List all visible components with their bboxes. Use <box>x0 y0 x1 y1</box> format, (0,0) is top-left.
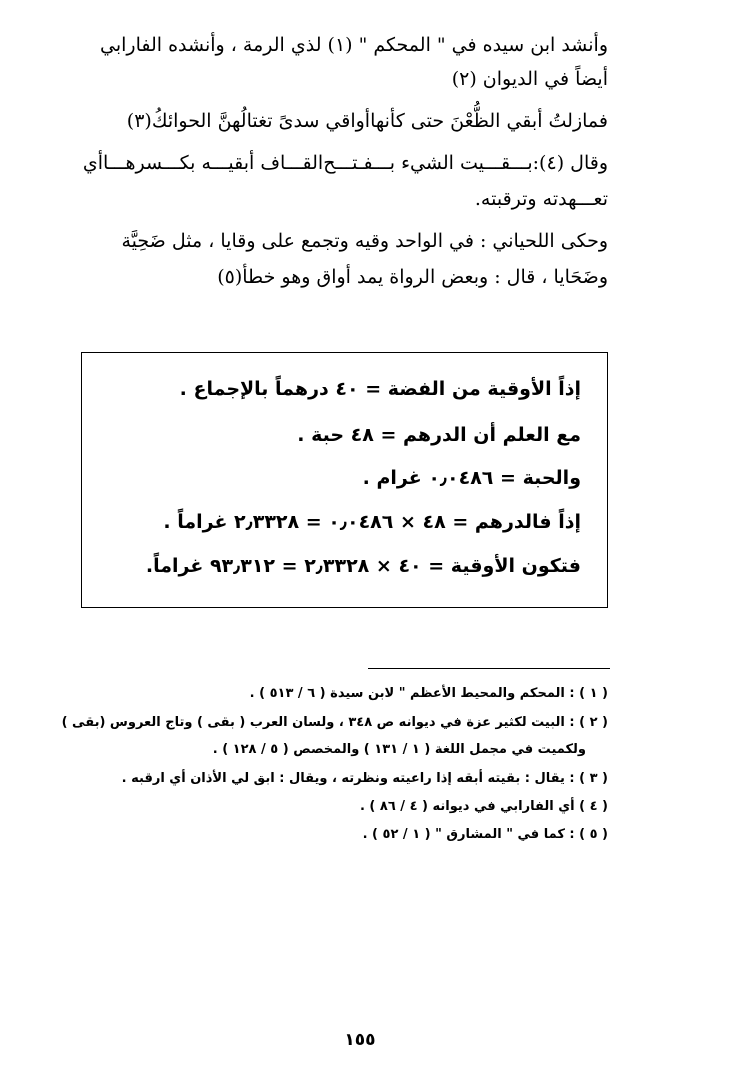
footnote-2: ( ٢ ) : البيت لكثير عزة في ديوانه ص ٣٤٨ ، ولسان العرب ( بقى ) وتاج العروس (بقى ) <box>61 715 608 730</box>
box-line-5: فتكون الأوقية = ٤٠ × ٢٫٣٣٢٨ = ٩٣٫٣١٢ غراماً. <box>145 555 581 577</box>
paragraph-3-line-2: وضَحَايا ، قال : وبعض الرواة يمد أواق وهو خطأ(٥) <box>217 266 608 288</box>
footnote-4: ( ٤ ) أي الفارابي في ديوانه ( ٤ / ٨٦ ) . <box>359 799 608 814</box>
footnote-1: ( ١ ) : المحكم والمحيط الأعظم " لابن سيدة ( ٦ / ٥١٣ ) . <box>249 686 608 701</box>
poetry-verse <box>126 108 608 134</box>
calculation-box <box>81 352 608 608</box>
footnote-5: ( ٥ ) : كما في " المشارق " ( ١ / ٥٢ ) . <box>362 827 608 842</box>
page-number: ١٥٥ <box>344 1030 376 1050</box>
footnote-separator <box>368 668 610 669</box>
paragraph-2-segment-c: القـــاف أبقيـــه بكـــسرهـــا <box>103 152 324 174</box>
footnote-3: ( ٣ ) : يقال : بقيته أبقه إذا راعيته ونظرته ، ويقال : ابق لي الأذان أي ارقبه . <box>121 771 608 786</box>
box-line-4: إذاً فالدرهم = ٤٨ × ٠٫٠٤٨٦ = ٢٫٣٣٢٨ غراماً . <box>163 511 581 533</box>
verse-second-hemistich: أواقي سدىً تغتالُهنَّ الحوائكُ(٣) <box>126 110 371 132</box>
box-line-1: إذاً الأوقية من الفضة = ٤٠ درهماً بالإجماع . <box>179 378 581 400</box>
box-line-2: مع العلم أن الدرهم = ٤٨ حبة . <box>297 424 581 446</box>
paragraph-3-line-1: وحكى اللحياني : في الواحد وقيه وتجمع على وقايا ، مثل ضَحِيَّة <box>121 230 608 252</box>
box-line-3: والحبة = ٠٫٠٤٨٦ غرام . <box>362 467 581 489</box>
verse-first-hemistich: فمازلتُ أبقي الظُّعْنَ حتى كأنها <box>370 110 608 132</box>
footnote-2-continuation: ولكميت في مجمل اللغة ( ١ / ١٣١ ) والمخصص ( ٥ / ١٢٨ ) . <box>212 742 586 757</box>
paragraph-1-line-1: وأنشد ابن سيده في " المحكم " (١) لذي الرمة ، وأنشده الفارابي <box>99 34 608 56</box>
paragraph-2-line-1 <box>82 150 608 176</box>
paragraph-2-line-2: تعـــهدته وترقبته. <box>474 188 608 210</box>
paragraph-2-segment-b: بـــقـــيت الشيء بـــفـتـــح <box>323 152 533 174</box>
paragraph-2-segment-d: أي <box>82 152 104 174</box>
paragraph-2-segment-a: وقال (٤): <box>532 152 608 174</box>
paragraph-1-line-2: أيضاً في الديوان (٢) <box>451 68 608 90</box>
